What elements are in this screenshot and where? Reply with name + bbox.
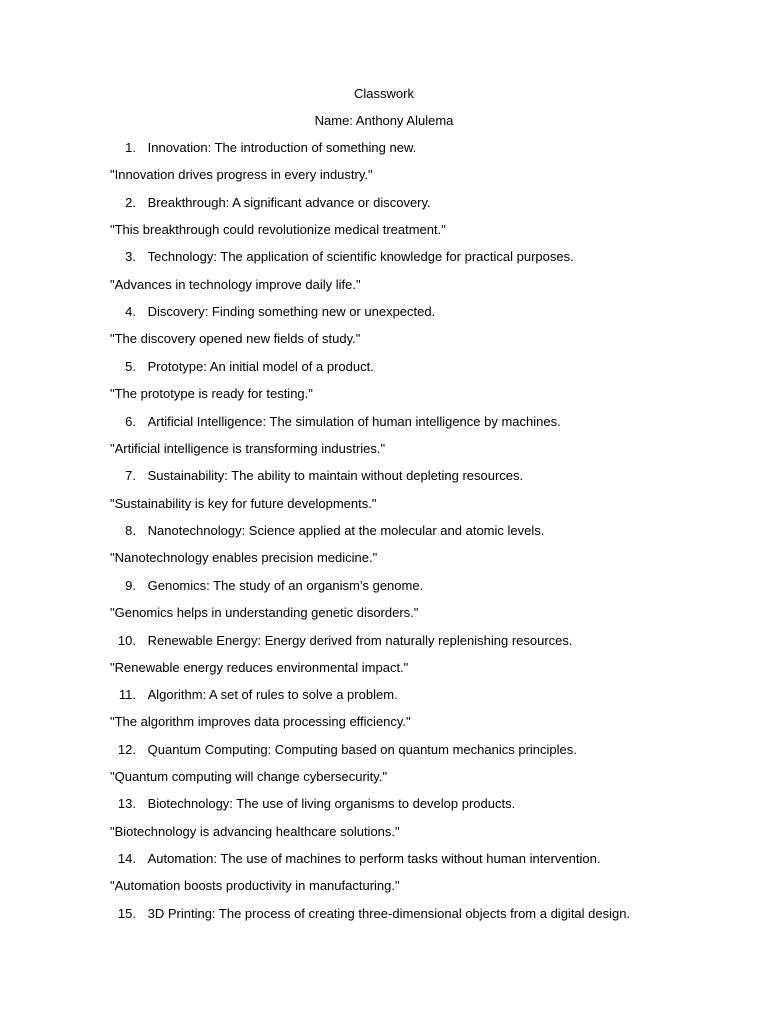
list-item-definition: 3D Printing: The process of creating three-dimensional objects from a digital design. [147, 906, 631, 921]
list-item-definition: Innovation: The introduction of something new. [147, 140, 417, 155]
student-name: Name: Anthony Alulema [314, 113, 454, 128]
list-item [108, 359, 374, 375]
list-item-number: 11. [118, 687, 136, 702]
example-sentence: "Innovation drives progress in every industry." [110, 167, 373, 182]
list-item-number: 6. [125, 414, 136, 429]
list-item-number: 15. [117, 906, 136, 921]
list-item-number: 3. [125, 249, 136, 264]
list-item-definition: Quantum Computing: Computing based on quantum mechanics principles. [147, 742, 577, 757]
example-sentence: "Sustainability is key for future developments." [110, 496, 377, 511]
example-sentence: "Quantum computing will change cybersecurity." [110, 769, 388, 784]
list-item-number: 8. [125, 523, 136, 538]
list-item [108, 468, 523, 484]
list-item-definition: Algorithm: A set of rules to solve a problem. [147, 687, 398, 702]
example-sentence: "The prototype is ready for testing." [110, 386, 313, 401]
list-item [108, 687, 398, 703]
document-title: Classwork [354, 86, 414, 101]
example-sentence: "Automation boosts productivity in manufacturing." [110, 878, 400, 893]
list-item [108, 906, 630, 922]
list-item-definition: Nanotechnology: Science applied at the molecular and atomic levels. [147, 523, 545, 538]
list-item-definition: Renewable Energy: Energy derived from naturally replenishing resources. [147, 633, 573, 648]
example-sentence: "The discovery opened new fields of study." [110, 331, 361, 346]
list-item-number: 13. [117, 796, 136, 811]
list-item-definition: Discovery: Finding something new or unexpected. [147, 304, 436, 319]
list-item [108, 414, 561, 430]
list-item-number: 2. [125, 195, 136, 210]
list-item-number: 4. [125, 304, 136, 319]
list-item-definition: Prototype: An initial model of a product. [147, 359, 374, 374]
example-sentence: "Artificial intelligence is transforming industries." [110, 441, 386, 456]
list-item-definition: Breakthrough: A significant advance or discovery. [147, 195, 431, 210]
list-item [108, 195, 431, 211]
list-item [108, 578, 423, 594]
list-item [108, 851, 600, 867]
list-item-definition: Technology: The application of scientific knowledge for practical purposes. [147, 249, 574, 264]
list-item [108, 742, 577, 758]
example-sentence: "Nanotechnology enables precision medicine." [110, 550, 378, 565]
example-sentence: "This breakthrough could revolutionize medical treatment." [110, 222, 446, 237]
list-item-definition: Sustainability: The ability to maintain without depleting resources. [147, 468, 524, 483]
example-sentence: "Genomics helps in understanding genetic disorders." [110, 605, 419, 620]
example-sentence: "Biotechnology is advancing healthcare solutions." [110, 824, 400, 839]
list-item-number: 10. [117, 633, 136, 648]
list-item [108, 633, 573, 649]
list-item-number: 1. [125, 140, 136, 155]
list-item [108, 140, 416, 156]
list-item-number: 14. [117, 851, 136, 866]
list-item-number: 12. [117, 742, 136, 757]
list-item-definition: Genomics: The study of an organism’s genome. [147, 578, 424, 593]
example-sentence: "Advances in technology improve daily life." [110, 277, 361, 292]
list-item-definition: Artificial Intelligence: The simulation of human intelligence by machines. [147, 414, 561, 429]
list-item [108, 523, 544, 539]
list-item [108, 796, 515, 812]
list-item-definition: Biotechnology: The use of living organisms to develop products. [147, 796, 516, 811]
list-item [108, 249, 574, 265]
list-item-definition: Automation: The use of machines to perform tasks without human intervention. [147, 851, 601, 866]
list-item-number: 5. [125, 359, 136, 374]
list-item [108, 304, 435, 320]
example-sentence: "Renewable energy reduces environmental impact." [110, 660, 409, 675]
list-item-number: 9. [125, 578, 136, 593]
example-sentence: "The algorithm improves data processing efficiency." [110, 714, 411, 729]
list-item-number: 7. [125, 468, 136, 483]
